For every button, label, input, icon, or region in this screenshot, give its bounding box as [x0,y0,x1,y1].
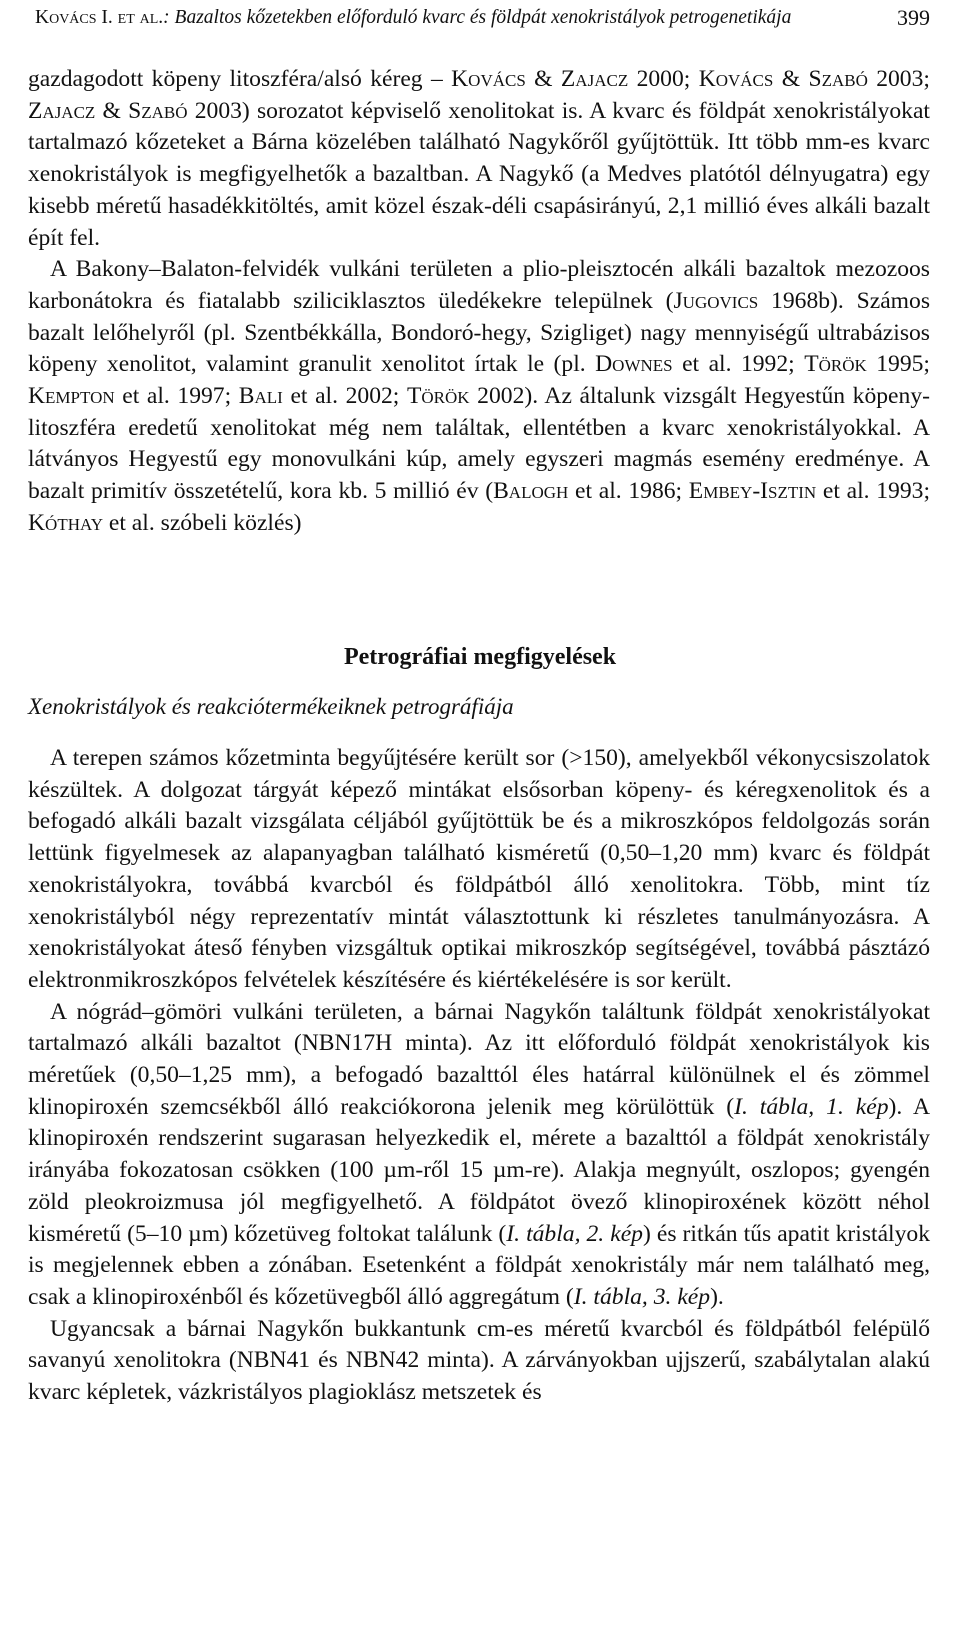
text-run: et al. 2002; [282,383,407,410]
plate-reference: I. tábla, 1. kép [734,1093,889,1120]
text-run: ). A klinopiroxén rendszerint sugarasan helyezkedik el, mérete a bazalttól a földpát xenokristály irányába fokozatosan csökken (100 µm-ről 15 µm-re). Alakja megnyúlt, oszlopos; gyengén zöld pleokroizmusa jól megfigyelhető. A földpátot övező klinopiroxének között néhol kisméretű (5–10 µm) kőzetüveg foltokat találunk ( [28,1093,930,1247]
paragraph: A terepen számos kőzetminta begyűjtésére került sor (>150), amelyekből vékonycsiszolatok készültek. A dolgozat tárgyát képező mintákat elsősorban köpeny- és kéregxenolitok és a befogadó alkáli bazalt vizsgálata céljából gyűjtöttük be és a mikroszkópos feldolgozás során lettünk figyelmesek az alapanyagban található kisméretű (0,50–1,20 mm) kvarc és földpát xenokristályokra, továbbá kvarcból és földpátból álló xenolitokra. Több, mint tíz xenokristályból négy reprezentatív mintát választottunk ki részletes tanulmányozásra. A xenokristályokat áteső fényben vizsgáltuk optikai mikroszkóp segítségével, továbbá pásztázó elektronmikroszkópos felvételek készítésére és kiértékelésére is sor került. [28,745,930,993]
text-run: A Bakony–Balaton-felvidék vulkáni területen a plio-pleisztocén alkáli bazaltok mezozoos karbonátokra és fiatalabb sziliciklasztos üledékekre települnek ( [28,256,930,314]
header-authors: Kovács I. et al. [35,7,164,28]
text-run: ) és ritkán tűs apatit kristályok is megjelennek ebben a zónában. Esetenként a földpát xenokristály már nem található meg, csak a klinopiroxénből és kőzetüvegből álló aggregátum ( [28,1220,930,1310]
citation-author: Kovács & Zajacz [451,66,629,92]
text-run: A nógrád–gömöri vulkáni területen, a bárnai Nagykőn találtunk földpát xenokristályokat tartalmazó alkáli bazaltot (NBN17H minta). Az itt előforduló földpát xenokristályok kis méretűek (0,50–1,25 mm), a befogadó bazalttól éles határral különülnek el és zömmel klinopiroxén szemcsékből álló reakciókorona jelenik meg körülöttük ( [28,998,930,1120]
citation-author: Török [406,383,470,410]
text-run: 2000; [628,66,699,92]
header-colon: : [163,7,170,28]
paragraph [28,254,930,539]
citation-author: Kovács & Szabó [698,66,868,92]
text-run: et al. 1986; [568,478,689,505]
paragraph [28,64,930,254]
intro-text-block [28,64,930,540]
text-run: 2002). Az általunk vizsgált Hegyestűn köpeny-litoszféra eredetű xenolitokat még nem találtak, ellentétben a kvarc xenokristályokkal. A látványos Hegyestű egy monovulkáni kúp, amely egyszeri magmás esemény eredménye. A bazalt primitív összetételű, kora kb. 5 millió év ( [28,383,930,505]
plate-reference: I. tábla, 3. kép [573,1283,711,1310]
text-run: et al. 1993; [816,478,930,505]
citation-author: Balogh [493,478,569,505]
citation-author: Kempton [28,383,115,410]
main-text-block [28,743,930,1409]
citation-author: Török [804,351,867,378]
citation-author: Kóthay [28,509,103,536]
section-title: Petrográfiai megfigyelések [343,644,617,670]
text-run: et al. 1992; [672,351,805,378]
text-run: 2003; [867,66,930,92]
citation-author: Downes [595,351,673,378]
citation-author: Zajacz & Szabó [28,97,188,124]
running-header [35,4,930,32]
text-run: 1995; [866,351,930,378]
paragraph [28,997,930,1314]
text-run: ). [710,1283,724,1310]
citation-author: Bali [238,383,283,410]
text-run: et al. szóbeli közlés) [102,509,302,536]
text-run: 1968b). Számos bazalt lelőhelyről (pl. Szentbékkálla, Bondoró-hegy, Szigliget) nagy mennyiségű ultrabázisos köpeny xenolitot, valamint granulit xenolitot írtak le (pl. [28,287,931,378]
header-title: Bazaltos kőzetekben előforduló kvarc és földpát xenokristályok petrogenetikája [174,7,792,28]
text-run: gazdagodott köpeny litoszféra/alsó kéreg – [28,66,452,92]
subsection-title: Xenokristályok és reakciótermékeiknek petrográfiája [28,694,514,719]
citation-author: Jugovics [673,287,759,314]
text-run: 2003) sorozatot képviselő xenolitokat is. A kvarc és földpát xenokristályokat tartalmazó kőzeteket a Bárna közelében található Nagykőről gyűjtöttük. Itt több mm-es kvarc xenokristályok is megfigyelhetők a bazaltban. A Nagykő (a Medves platótól délnyugatra) egy kisebb méretű hasadékkitöltés, amit közel észak-déli csapásirányú, 2,1 millió éves alkáli bazalt épít fel. [28,97,930,251]
citation-author: Embey-Isztin [688,478,817,505]
plate-reference: I. tábla, 2. kép [506,1220,643,1247]
text-run: et al. 1997; [114,383,239,410]
page-number: 399 [897,5,930,30]
paragraph: Ugyancsak a bárnai Nagykőn bukkantunk cm-es méretű kvarcból és földpátból felépülő savanyú xenolitokra (NBN41 és NBN42 minta). A zárványokban ujjszerű, szabálytalan alakú kvarc képletek, vázkristályos plagioklász metszetek és [28,1315,930,1406]
